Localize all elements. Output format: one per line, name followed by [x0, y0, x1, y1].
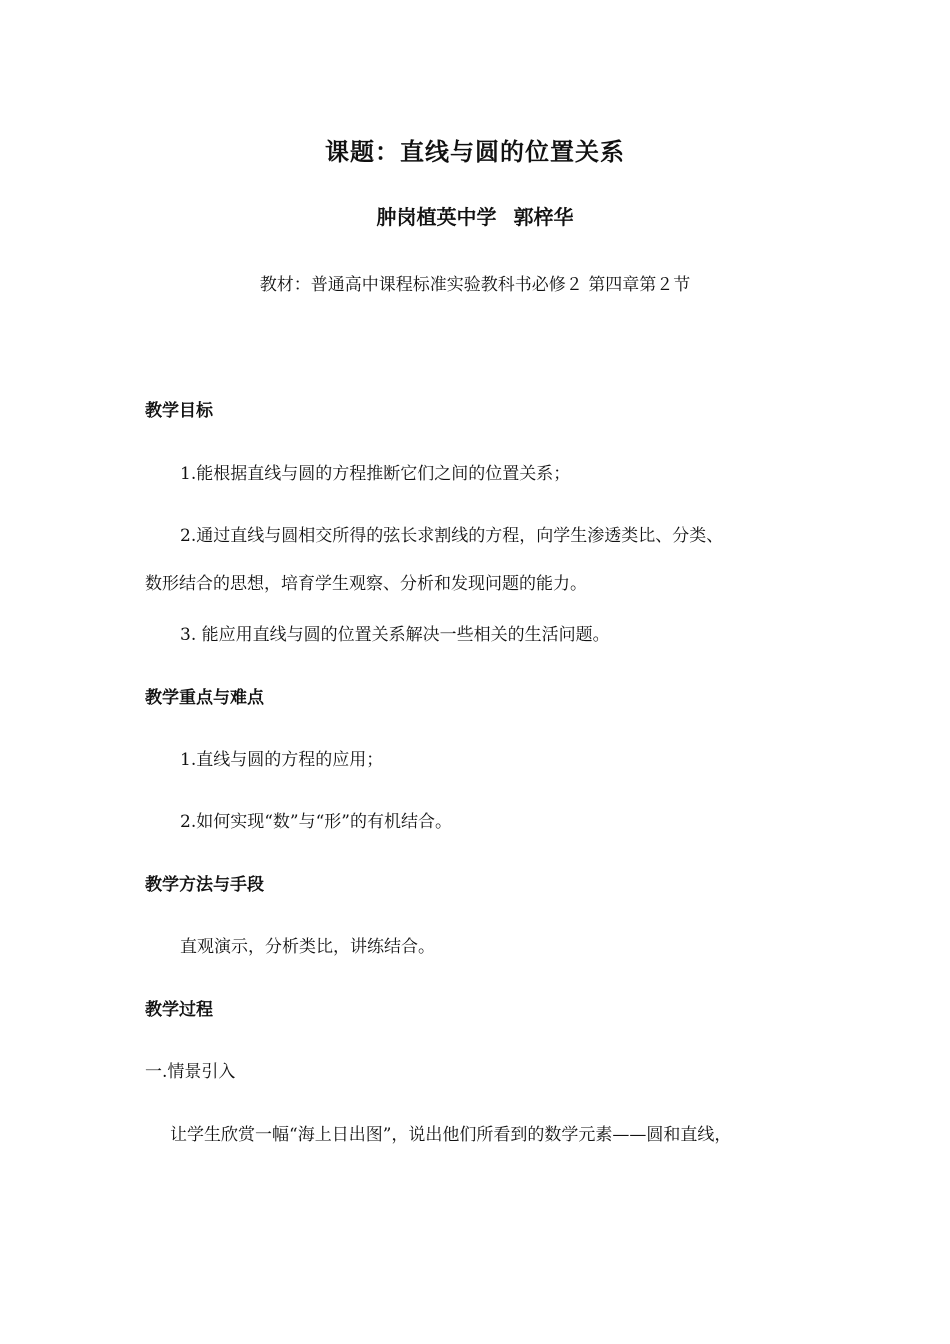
heading-methods: 教学方法与手段: [145, 875, 264, 895]
author-line: 肿岗植英中学 郭梓华: [376, 205, 574, 229]
goal-item-2-line-1: 2.通过直线与圆相交所得的弦长求割线的方程，向学生渗透类比、分类、: [180, 526, 724, 546]
methods-text: 直观演示，分析类比，讲练结合。: [180, 937, 435, 957]
textbook-line: 教材：普通高中课程标准实验教科书必修２ 第四章第２节: [259, 275, 691, 295]
lesson-title: 课题：直线与圆的位置关系: [325, 138, 625, 166]
goal-item-2-line-2: 数形结合的思想，培育学生观察、分析和发现问题的能力。: [145, 574, 587, 594]
key-point-item-1: 1.直线与圆的方程的应用；: [180, 750, 384, 770]
goal-item-1: 1.能根据直线与圆的方程推断它们之间的位置关系；: [180, 464, 571, 484]
process-text-1: 让学生欣赏一幅“海上日出图”，说出他们所看到的数学元素——圆和直线，: [170, 1125, 732, 1145]
goal-item-3: 3. 能应用直线与圆的位置关系解决一些相关的生活问题。: [180, 625, 610, 645]
heading-process: 教学过程: [145, 1000, 213, 1020]
process-subheading-1: 一.情景引入: [145, 1062, 236, 1082]
heading-key-points: 教学重点与难点: [145, 688, 264, 708]
key-point-item-2: 2.如何实现“数”与“形”的有机结合。: [180, 812, 452, 832]
heading-goals: 教学目标: [145, 401, 213, 421]
